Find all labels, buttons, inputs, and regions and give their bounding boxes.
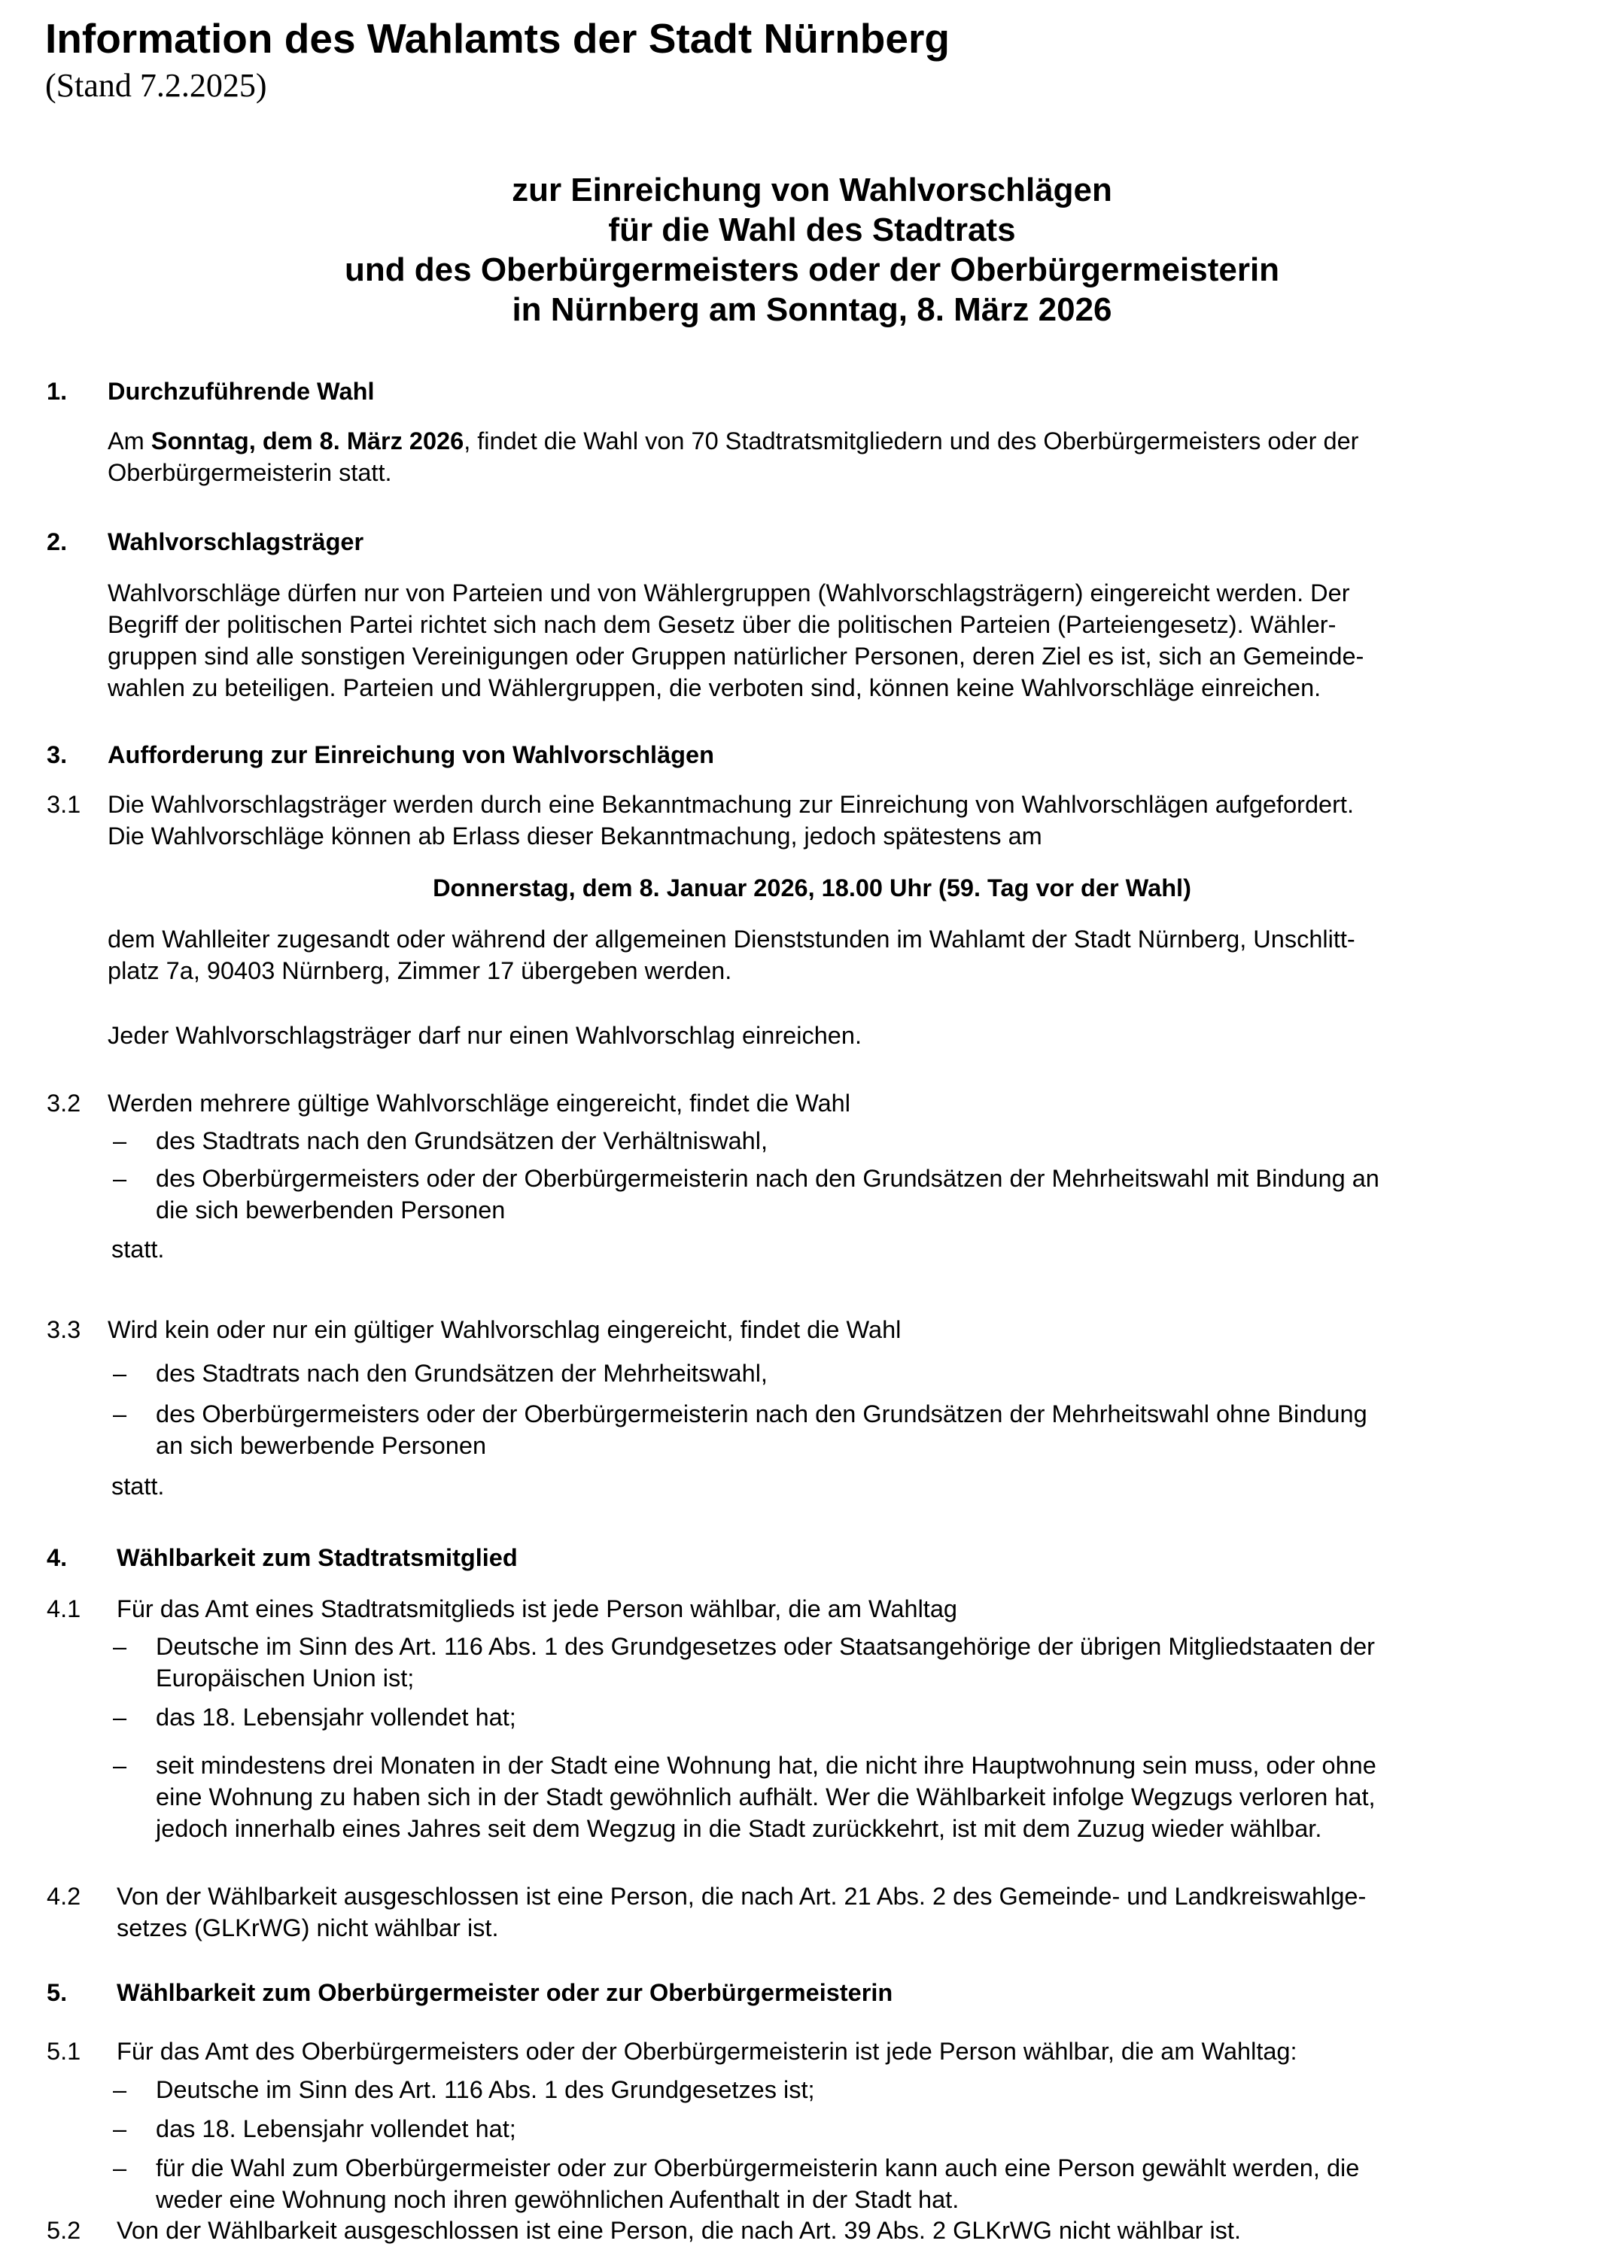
bullet-line: jedoch innerhalb eines Jahres seit dem Wegzug in die Stadt zurückkehrt, ist mit dem Zuzug wieder wählbar. [156,1815,1322,1842]
subsection-number: 3.3 [47,1316,81,1343]
election-date-bold: Sonntag, dem 8. März 2026 [151,427,464,455]
bullet-line: an sich bewerbende Personen [156,1432,487,1459]
section-heading: Wählbarkeit zum Stadtratsmitglied [117,1544,518,1571]
section-number: 4. [47,1544,68,1571]
subsection-number: 3.2 [47,1090,81,1117]
bullet-line: des Oberbürgermeisters oder der Oberbürgermeisterin nach den Grundsätzen der Mehrheitswahl ohne Bindung [156,1400,1367,1427]
section-number: 5. [47,1979,68,2006]
paragraph-line: Jeder Wahlvorschlagsträger darf nur einen Wahlvorschlag einreichen. [108,1022,862,1049]
section-heading: Aufforderung zur Einreichung von Wahlvorschlägen [108,741,714,768]
paragraph-line: statt. [111,1236,165,1263]
dash-bullet: – [113,2076,127,2103]
subtitle-line: in Nürnberg am Sonntag, 8. März 2026 [512,291,1112,328]
subsection-number: 4.2 [47,1883,81,1910]
bullet-line: des Stadtrats nach den Grundsätzen der Mehrheitswahl, [156,1360,768,1387]
document-title: Information des Wahlamts der Stadt Nürnberg [45,15,950,62]
paragraph-line: gruppen sind alle sonstigen Vereinigungen oder Gruppen natürlicher Personen, deren Ziel es ist, sich an Gemeinde- [108,643,1364,670]
section-heading: Wahlvorschlagsträger [108,528,364,555]
bullet-line: das 18. Lebensjahr vollendet hat; [156,1704,516,1731]
bullet-line: des Oberbürgermeisters oder der Oberbürgermeisterin nach den Grundsätzen der Mehrheitswahl mit Bindung an [156,1165,1379,1192]
bullet-line: Deutsche im Sinn des Art. 116 Abs. 1 des Grundgesetzes ist; [156,2076,815,2103]
dash-bullet: – [113,1704,127,1731]
section-number: 1. [47,378,68,405]
section-number: 2. [47,528,68,555]
paragraph-line: Für das Amt des Oberbürgermeisters oder der Oberbürgermeisterin ist jede Person wählbar, die am Wahltag: [117,2038,1297,2065]
paragraph-line: Die Wahlvorschlagsträger werden durch eine Bekanntmachung zur Einreichung von Wahlvorschlägen aufgefordert. [108,791,1354,818]
paragraph-line: Wahlvorschläge dürfen nur von Parteien und von Wählergruppen (Wahlvorschlagsträgern) eingereicht werden. Der [108,579,1350,607]
paragraph-line: platz 7a, 90403 Nürnberg, Zimmer 17 übergeben werden. [108,957,732,984]
dash-bullet: – [113,1633,127,1660]
subsection-number: 5.2 [47,2217,81,2244]
dash-bullet: – [113,2115,127,2142]
bullet-line: eine Wohnung zu haben sich in der Stadt gewöhnlich aufhält. Wer die Wählbarkeit infolge Wegzugs verloren hat, [156,1783,1376,1810]
subsection-number: 5.1 [47,2038,81,2065]
paragraph-line: statt. [111,1473,165,1500]
subtitle-line: zur Einreichung von Wahlvorschlägen [512,172,1112,208]
paragraph-line: Für das Amt eines Stadtratsmitglieds ist jede Person wählbar, die am Wahltag [117,1595,957,1622]
paragraph-line: Von der Wählbarkeit ausgeschlossen ist eine Person, die nach Art. 39 Abs. 2 GLKrWG nicht wählbar ist. [117,2217,1241,2244]
bullet-line: die sich bewerbenden Personen [156,1196,506,1224]
paragraph-line: setzes (GLKrWG) nicht wählbar ist. [117,1914,499,1941]
bullet-line: für die Wahl zum Oberbürgermeister oder zur Oberbürgermeisterin kann auch eine Person gewählt werden, die [156,2154,1360,2181]
paragraph-line: dem Wahlleiter zugesandt oder während der allgemeinen Dienststunden im Wahlamt der Stadt Nürnberg, Unschlitt- [108,926,1355,953]
dash-bullet: – [113,1127,127,1154]
subsection-number: 4.1 [47,1595,81,1622]
paragraph-line: Oberbürgermeisterin statt. [108,459,392,486]
section-heading: Wählbarkeit zum Oberbürgermeister oder zur Oberbürgermeisterin [117,1979,893,2006]
bullet-line: Deutsche im Sinn des Art. 116 Abs. 1 des Grundgesetzes oder Staatsangehörige der übrigen Mitgliedstaaten der [156,1633,1375,1660]
paragraph-line: Von der Wählbarkeit ausgeschlossen ist eine Person, die nach Art. 21 Abs. 2 des Gemeinde- und Landkreiswahlge- [117,1883,1367,1910]
section-number: 3. [47,741,68,768]
paragraph-line: wahlen zu beteiligen. Parteien und Wählergruppen, die verboten sind, können keine Wahlvorschläge einreichen. [108,674,1321,701]
paragraph-line: Begriff der politischen Partei richtet sich nach dem Gesetz über die politischen Parteien (Parteiengesetz). Wähler- [108,611,1337,638]
dash-bullet: – [113,1752,127,1779]
bullet-line: das 18. Lebensjahr vollendet hat; [156,2115,516,2142]
paragraph-line: Die Wahlvorschläge können ab Erlass dieser Bekanntmachung, jedoch spätestens am [108,822,1042,850]
bullet-line: seit mindestens drei Monaten in der Stadt eine Wohnung hat, die nicht ihre Hauptwohnung sein muss, oder ohne [156,1752,1376,1779]
paragraph-line [108,426,1358,457]
dash-bullet: – [113,1165,127,1192]
bullet-line: Europäischen Union ist; [156,1665,415,1692]
deadline-line: Donnerstag, dem 8. Januar 2026, 18.00 Uhr (59. Tag vor der Wahl) [433,874,1191,901]
text-run: Am [108,427,151,455]
bullet-line: weder eine Wohnung noch ihren gewöhnlichen Aufenthalt in der Stadt hat. [156,2186,959,2213]
subtitle-line: und des Oberbürgermeisters oder der Oberbürgermeisterin [344,251,1280,288]
dash-bullet: – [113,1400,127,1427]
dash-bullet: – [113,2154,127,2181]
paragraph-line: Wird kein oder nur ein gültiger Wahlvorschlag eingereicht, findet die Wahl [108,1316,902,1343]
subsection-number: 3.1 [47,791,81,818]
subtitle-line: für die Wahl des Stadtrats [608,211,1016,248]
text-run: , findet die Wahl von 70 Stadtratsmitgliedern und des Oberbürgermeisters oder der [464,427,1359,455]
dash-bullet: – [113,1360,127,1387]
document-date: (Stand 7.2.2025) [45,67,267,104]
bullet-line: des Stadtrats nach den Grundsätzen der Verhältniswahl, [156,1127,768,1154]
document-subtitle [0,170,1624,330]
paragraph-line: Werden mehrere gültige Wahlvorschläge eingereicht, findet die Wahl [108,1090,850,1117]
section-heading: Durchzuführende Wahl [108,378,375,405]
